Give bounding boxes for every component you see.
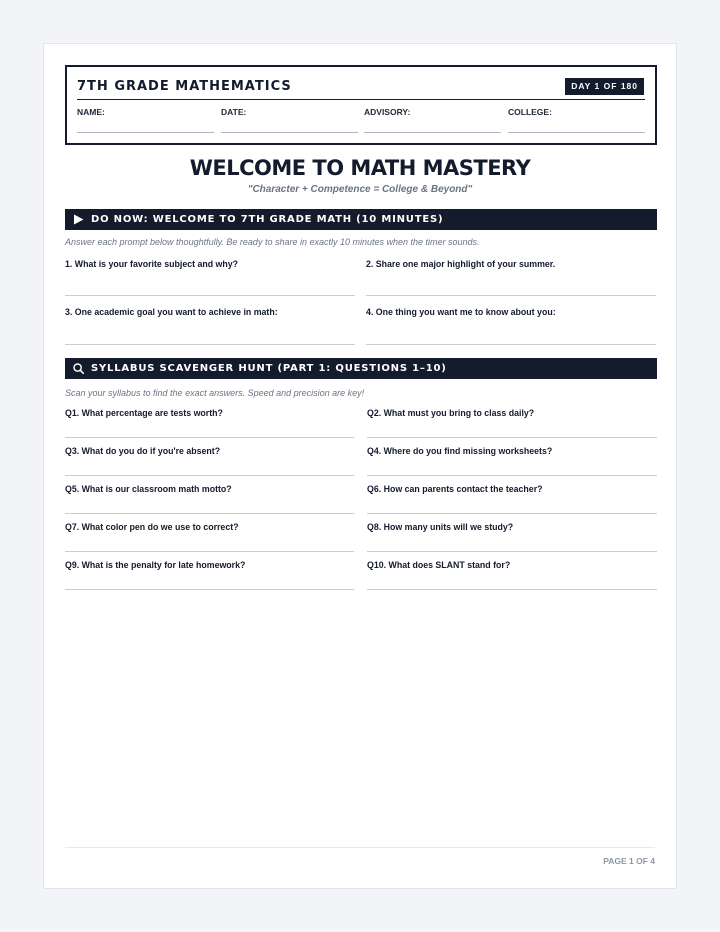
question-text: Q9. What is the penalty for late homework? <box>65 560 246 570</box>
play-icon <box>73 214 84 225</box>
page-title: WELCOME TO MATH MASTERY <box>189 156 531 180</box>
date-label: DATE: <box>221 107 247 117</box>
advisory-input-line[interactable] <box>364 132 501 133</box>
answer-line[interactable] <box>65 513 354 514</box>
college-label: COLLEGE: <box>508 107 552 117</box>
question-text: Q10. What does SLANT stand for? <box>367 560 511 570</box>
answer-line[interactable] <box>366 344 656 345</box>
question-text: Q5. What is our classroom math motto? <box>65 484 232 494</box>
scavenger-question[interactable] <box>367 560 657 570</box>
question-text: Q7. What color pen do we use to correct? <box>65 522 239 532</box>
name-field[interactable] <box>77 107 214 117</box>
prompt-text: 4. One thing you want me to know about you: <box>366 307 556 317</box>
worksheet-page <box>43 43 677 889</box>
page-number: PAGE 1 OF 4 <box>603 856 655 866</box>
student-info-fields <box>77 107 645 135</box>
answer-line[interactable] <box>367 513 657 514</box>
header-box <box>65 65 657 145</box>
college-input-line[interactable] <box>508 132 645 133</box>
answer-line[interactable] <box>367 551 657 552</box>
question-text: Q8. How many units will we study? <box>367 522 514 532</box>
name-input-line[interactable] <box>77 132 214 133</box>
answer-line[interactable] <box>65 475 354 476</box>
answer-line[interactable] <box>65 437 354 438</box>
answer-line[interactable] <box>65 344 355 345</box>
college-field[interactable] <box>508 107 645 117</box>
scavenger-hunt-heading: SYLLABUS SCAVENGER HUNT (PART 1: QUESTIONS 1–10) <box>91 363 447 374</box>
do-now-prompt[interactable] <box>366 259 656 269</box>
scavenger-question[interactable] <box>367 484 657 494</box>
do-now-prompt[interactable] <box>366 307 656 317</box>
scavenger-question[interactable] <box>65 484 355 494</box>
do-now-prompt[interactable] <box>65 307 355 317</box>
do-now-heading: DO NOW: WELCOME TO 7TH GRADE MATH (10 MINUTES) <box>91 214 444 225</box>
answer-line[interactable] <box>367 475 657 476</box>
question-text: Q1. What percentage are tests worth? <box>65 408 223 418</box>
prompt-text: 1. What is your favorite subject and why? <box>65 259 239 269</box>
question-text: Q3. What do you do if you're absent? <box>65 446 221 456</box>
date-field[interactable] <box>221 107 358 117</box>
question-text: Q6. How can parents contact the teacher? <box>367 484 543 494</box>
motto-subtitle: "Character + Competence = College & Beyond" <box>247 184 473 195</box>
answer-line[interactable] <box>65 551 354 552</box>
footer-divider <box>65 847 655 848</box>
scavenger-question[interactable] <box>367 408 657 418</box>
prompt-text: 3. One academic goal you want to achieve in math: <box>65 307 278 317</box>
do-now-section-header <box>65 209 657 230</box>
do-now-prompt[interactable] <box>65 259 355 269</box>
date-input-line[interactable] <box>221 132 358 133</box>
scavenger-question[interactable] <box>367 446 657 456</box>
answer-line[interactable] <box>366 295 656 296</box>
advisory-label: ADVISORY: <box>364 107 411 117</box>
scavenger-question[interactable] <box>65 408 355 418</box>
scavenger-question[interactable] <box>65 560 355 570</box>
header-divider <box>77 99 645 100</box>
search-icon <box>73 363 84 374</box>
scavenger-question[interactable] <box>65 522 355 532</box>
scavenger-question[interactable] <box>367 522 657 532</box>
name-label: NAME: <box>77 107 105 117</box>
scavenger-instructions: Scan your syllabus to find the exact answers. Speed and precision are key! <box>65 388 365 398</box>
course-title: 7TH GRADE MATHEMATICS <box>77 79 292 94</box>
scavenger-hunt-section-header <box>65 358 657 379</box>
answer-line[interactable] <box>367 437 657 438</box>
question-text: Q4. Where do you find missing worksheets? <box>367 446 553 456</box>
advisory-field[interactable] <box>364 107 501 117</box>
prompt-text: 2. Share one major highlight of your summer. <box>366 259 556 269</box>
do-now-instructions: Answer each prompt below thoughtfully. Be ready to share in exactly 10 minutes when the timer sounds. <box>65 237 480 247</box>
scavenger-question[interactable] <box>65 446 355 456</box>
question-text: Q2. What must you bring to class daily? <box>367 408 535 418</box>
day-badge: DAY 1 OF 180 <box>565 78 644 95</box>
answer-line[interactable] <box>367 589 657 590</box>
answer-line[interactable] <box>65 295 355 296</box>
answer-line[interactable] <box>65 589 354 590</box>
